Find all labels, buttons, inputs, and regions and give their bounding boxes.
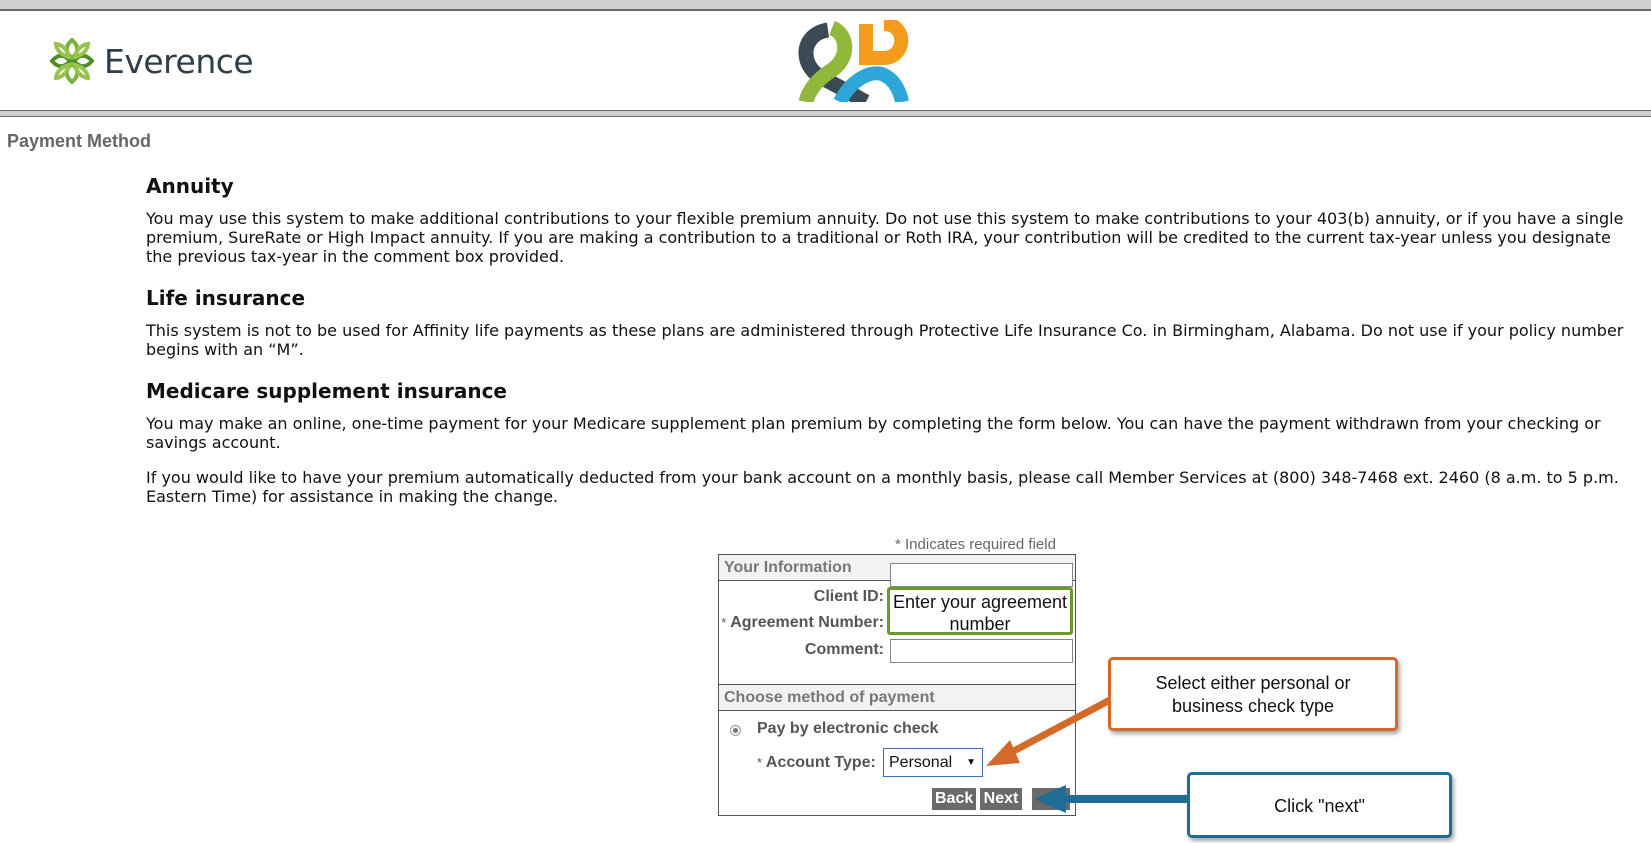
- account-type-label: * Account Type:: [757, 754, 876, 771]
- annuity-text: You may use this system to make additional contributions to your flexible premium annuity. Do not use this system to make contributions to your 403(b) annuity, or if you have a single premium, SureRate or High Impact annuity. If you are making a contribution to a traditional or Roth IRA, your contribution will be credited to the current tax-year unless you designate the previous tax-year in the comment box provided.: [146, 209, 1624, 266]
- agreement-number-label: * Agreement Number:: [721, 614, 884, 631]
- payment-method-heading: Choose method of payment: [719, 684, 1075, 711]
- orange-arrow-icon: [986, 700, 1110, 766]
- chevron-down-icon: ▼: [966, 757, 976, 768]
- life-insurance-text: This system is not to be used for Affinity life payments as these plans are administered through Protective Life Insurance Co. in Birmingham, Alabama. Do not use if your policy number begins with an “M”.: [146, 321, 1624, 359]
- brand-name: Everence: [104, 41, 254, 81]
- required-field-note: * Indicates required field: [895, 536, 1056, 553]
- back-button[interactable]: Back: [932, 788, 976, 810]
- medicare-text-1: You may make an online, one-time payment for your Medicare supplement plan premium by completing the form below. You can have the payment withdrawn from your checking or savings account.: [146, 414, 1601, 452]
- blue-arrow-icon: [1034, 785, 1189, 813]
- page-title: Payment Method: [7, 131, 152, 151]
- comment-label: Comment:: [804, 641, 884, 658]
- agreement-number-callout: Enter your agreement number: [887, 587, 1073, 635]
- pay-by-electronic-check-label[interactable]: Pay by electronic check: [757, 720, 939, 737]
- life-insurance-heading: Life insurance: [146, 286, 306, 310]
- account-type-value: Personal: [889, 754, 953, 771]
- next-button-callout: Click "next": [1187, 772, 1452, 838]
- account-type-callout: Select either personal or business check type: [1108, 657, 1398, 731]
- client-id-label: Client ID:: [813, 588, 884, 605]
- medicare-text-2: If you would like to have your premium automatically deducted from your bank account on a monthly basis, please call Member Services at (800) 348-7468 ext. 2460 (8 a.m. to 5 p.m. Eastern Time) for assistance in making the change.: [146, 468, 1619, 506]
- medicare-heading: Medicare supplement insurance: [146, 379, 507, 403]
- next-button[interactable]: Next: [980, 788, 1022, 810]
- your-information-heading: Your Information: [719, 555, 1075, 581]
- annuity-heading: Annuity: [146, 174, 234, 198]
